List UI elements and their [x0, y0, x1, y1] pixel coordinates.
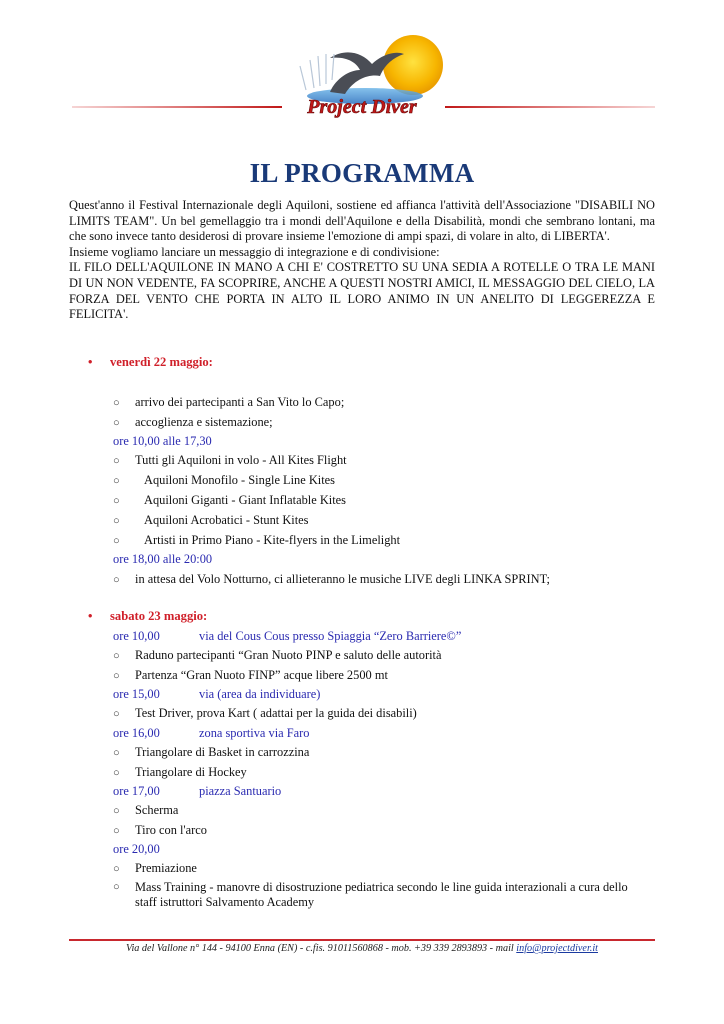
list-item: ○ Test Driver, prova Kart ( adattai per la guida dei disabili): [113, 706, 417, 720]
footer-rule: [69, 939, 655, 941]
intro-paragraph-1: Quest'anno il Festival Internazionale degli Aquiloni, sostiene ed affianca l'attività dell'Associazione "DISABILI NO LIMITS TEAM". Un bel gemellaggio tra i mondi dell'Aquilone e della Disabilità, mondi che sembrano lontani, ma che sono invece tanto desiderosi di provare insieme l'emozione di ampi spazi, di volare in alto, di LIBERTA'.: [69, 198, 655, 244]
circle-bullet-icon: ○: [113, 495, 120, 507]
list-item: ○ Aquiloni Giganti - Giant Inflatable Kites: [113, 493, 346, 507]
time-slot: ore 10,00 via del Cous Cous presso Spiaggia “Zero Barriere©”: [113, 629, 462, 643]
circle-bullet-icon: ○: [113, 881, 120, 893]
circle-bullet-icon: ○: [113, 805, 120, 817]
day-label: sabato 23 maggio:: [110, 609, 208, 623]
intro-paragraph-3: IL FILO DELL'AQUILONE IN MANO A CHI E' COSTRETTO SU UNA SEDIA A ROTELLE O TRA LE MANI DI UN NON VEDENTE, FA SCOPRIRE, ANCHE A QUESTI NOSTRI AMICI, IL MESSAGGIO DEL CIELO, LA FORZA DEL VENTO CHE PORTA IN ALTO IL LORO ANIMO IN UN ANELITO DI LEGGEREZZA E FELICITA'.: [69, 260, 655, 322]
list-item: ○ Aquiloni Monofilo - Single Line Kites: [113, 473, 336, 487]
bullet-icon: •: [88, 609, 93, 623]
circle-bullet-icon: ○: [113, 417, 120, 429]
list-item: ○ Tutti gli Aquiloni in volo - All Kites Flight: [113, 453, 347, 467]
location-text: zona sportiva via Faro: [199, 726, 310, 740]
circle-bullet-icon: ○: [113, 574, 120, 586]
header-graphic: [0, 0, 724, 145]
intro-paragraph-2: Insieme vogliamo lanciare un messaggio di integrazione e di condivisione:: [69, 244, 440, 259]
circle-bullet-icon: ○: [113, 863, 120, 875]
circle-bullet-icon: ○: [113, 747, 120, 759]
time-slot: ore 18,00 alle 20:00: [113, 552, 213, 566]
list-item: ○ Artisti in Primo Piano - Kite-flyers in the Limelight: [113, 533, 401, 547]
header-rule-right: [445, 106, 655, 108]
list-item: ○ Scherma: [113, 803, 179, 817]
list-item: ○ Triangolare di Basket in carrozzina: [113, 745, 310, 759]
list-item: ○ Tiro con l'arco: [113, 823, 207, 837]
time-slot: ore 10,00 alle 17,30: [113, 434, 212, 448]
day-label: venerdì 22 maggio:: [110, 355, 213, 369]
circle-bullet-icon: ○: [113, 397, 120, 409]
day-heading-saturday: [88, 609, 207, 624]
location-text: piazza Santuario: [199, 784, 282, 798]
circle-bullet-icon: ○: [113, 475, 120, 487]
list-item: ○ Raduno partecipanti “Gran Nuoto PINP e saluto delle autorità: [113, 648, 442, 662]
list-item: ○ Triangolare di Hockey: [113, 765, 247, 779]
time-slot: ore 17,00 piazza Santuario: [113, 784, 282, 798]
circle-bullet-icon: ○: [113, 670, 120, 682]
circle-bullet-icon: ○: [113, 515, 120, 527]
circle-bullet-icon: ○: [113, 455, 120, 467]
circle-bullet-icon: ○: [113, 650, 120, 662]
intro-text: [69, 198, 655, 323]
logo-wordmark: [306, 96, 417, 118]
location-text: via (area da individuare): [199, 687, 321, 701]
page-header: [0, 0, 724, 145]
footer-email-link[interactable]: info@projectdiver.it: [516, 943, 598, 954]
circle-bullet-icon: ○: [113, 825, 120, 837]
logo-text: Project Diver: [307, 96, 417, 118]
page-footer: [0, 943, 724, 954]
time-slot: ore 20,00: [113, 842, 160, 856]
bullet-icon: •: [88, 355, 93, 369]
circle-bullet-icon: ○: [113, 535, 120, 547]
header-rule-left: [72, 106, 282, 108]
location-text: via del Cous Cous presso Spiaggia “Zero Barriere©”: [199, 629, 462, 643]
list-item: ○ arrivo dei partecipanti a San Vito lo Capo;: [113, 395, 345, 409]
list-item: ○ Partenza “Gran Nuoto FINP” acque libere 2500 mt: [113, 668, 388, 682]
page-title: IL PROGRAMMA: [249, 158, 475, 188]
list-item: ○ Aquiloni Acrobatici - Stunt Kites: [113, 513, 309, 527]
logo-sun: [383, 35, 443, 95]
list-item: ○ in attesa del Volo Notturno, ci allieteranno le musiche LIVE degli LINKA SPRINT;: [113, 572, 550, 586]
list-item: ○ Mass Training - manovre di disostruzione pediatrica secondo le line guida interazionali a cura dello staff istruttori Salvamento Academy: [113, 880, 628, 909]
list-item: ○ accoglienza e sistemazione;: [113, 415, 273, 429]
list-item: ○ Premiazione: [113, 861, 197, 875]
day-heading-friday: [88, 355, 213, 370]
time-slot: ore 16,00 zona sportiva via Faro: [113, 726, 310, 740]
circle-bullet-icon: ○: [113, 767, 120, 779]
circle-bullet-icon: ○: [113, 708, 120, 720]
footer-address: Via del Vallone n° 144 - 94100 Enna (EN) - c.fis. 91011560868 - mob. +39 339 2893893 - mail: [125, 943, 517, 954]
time-slot: ore 15,00 via (area da individuare): [113, 687, 321, 701]
